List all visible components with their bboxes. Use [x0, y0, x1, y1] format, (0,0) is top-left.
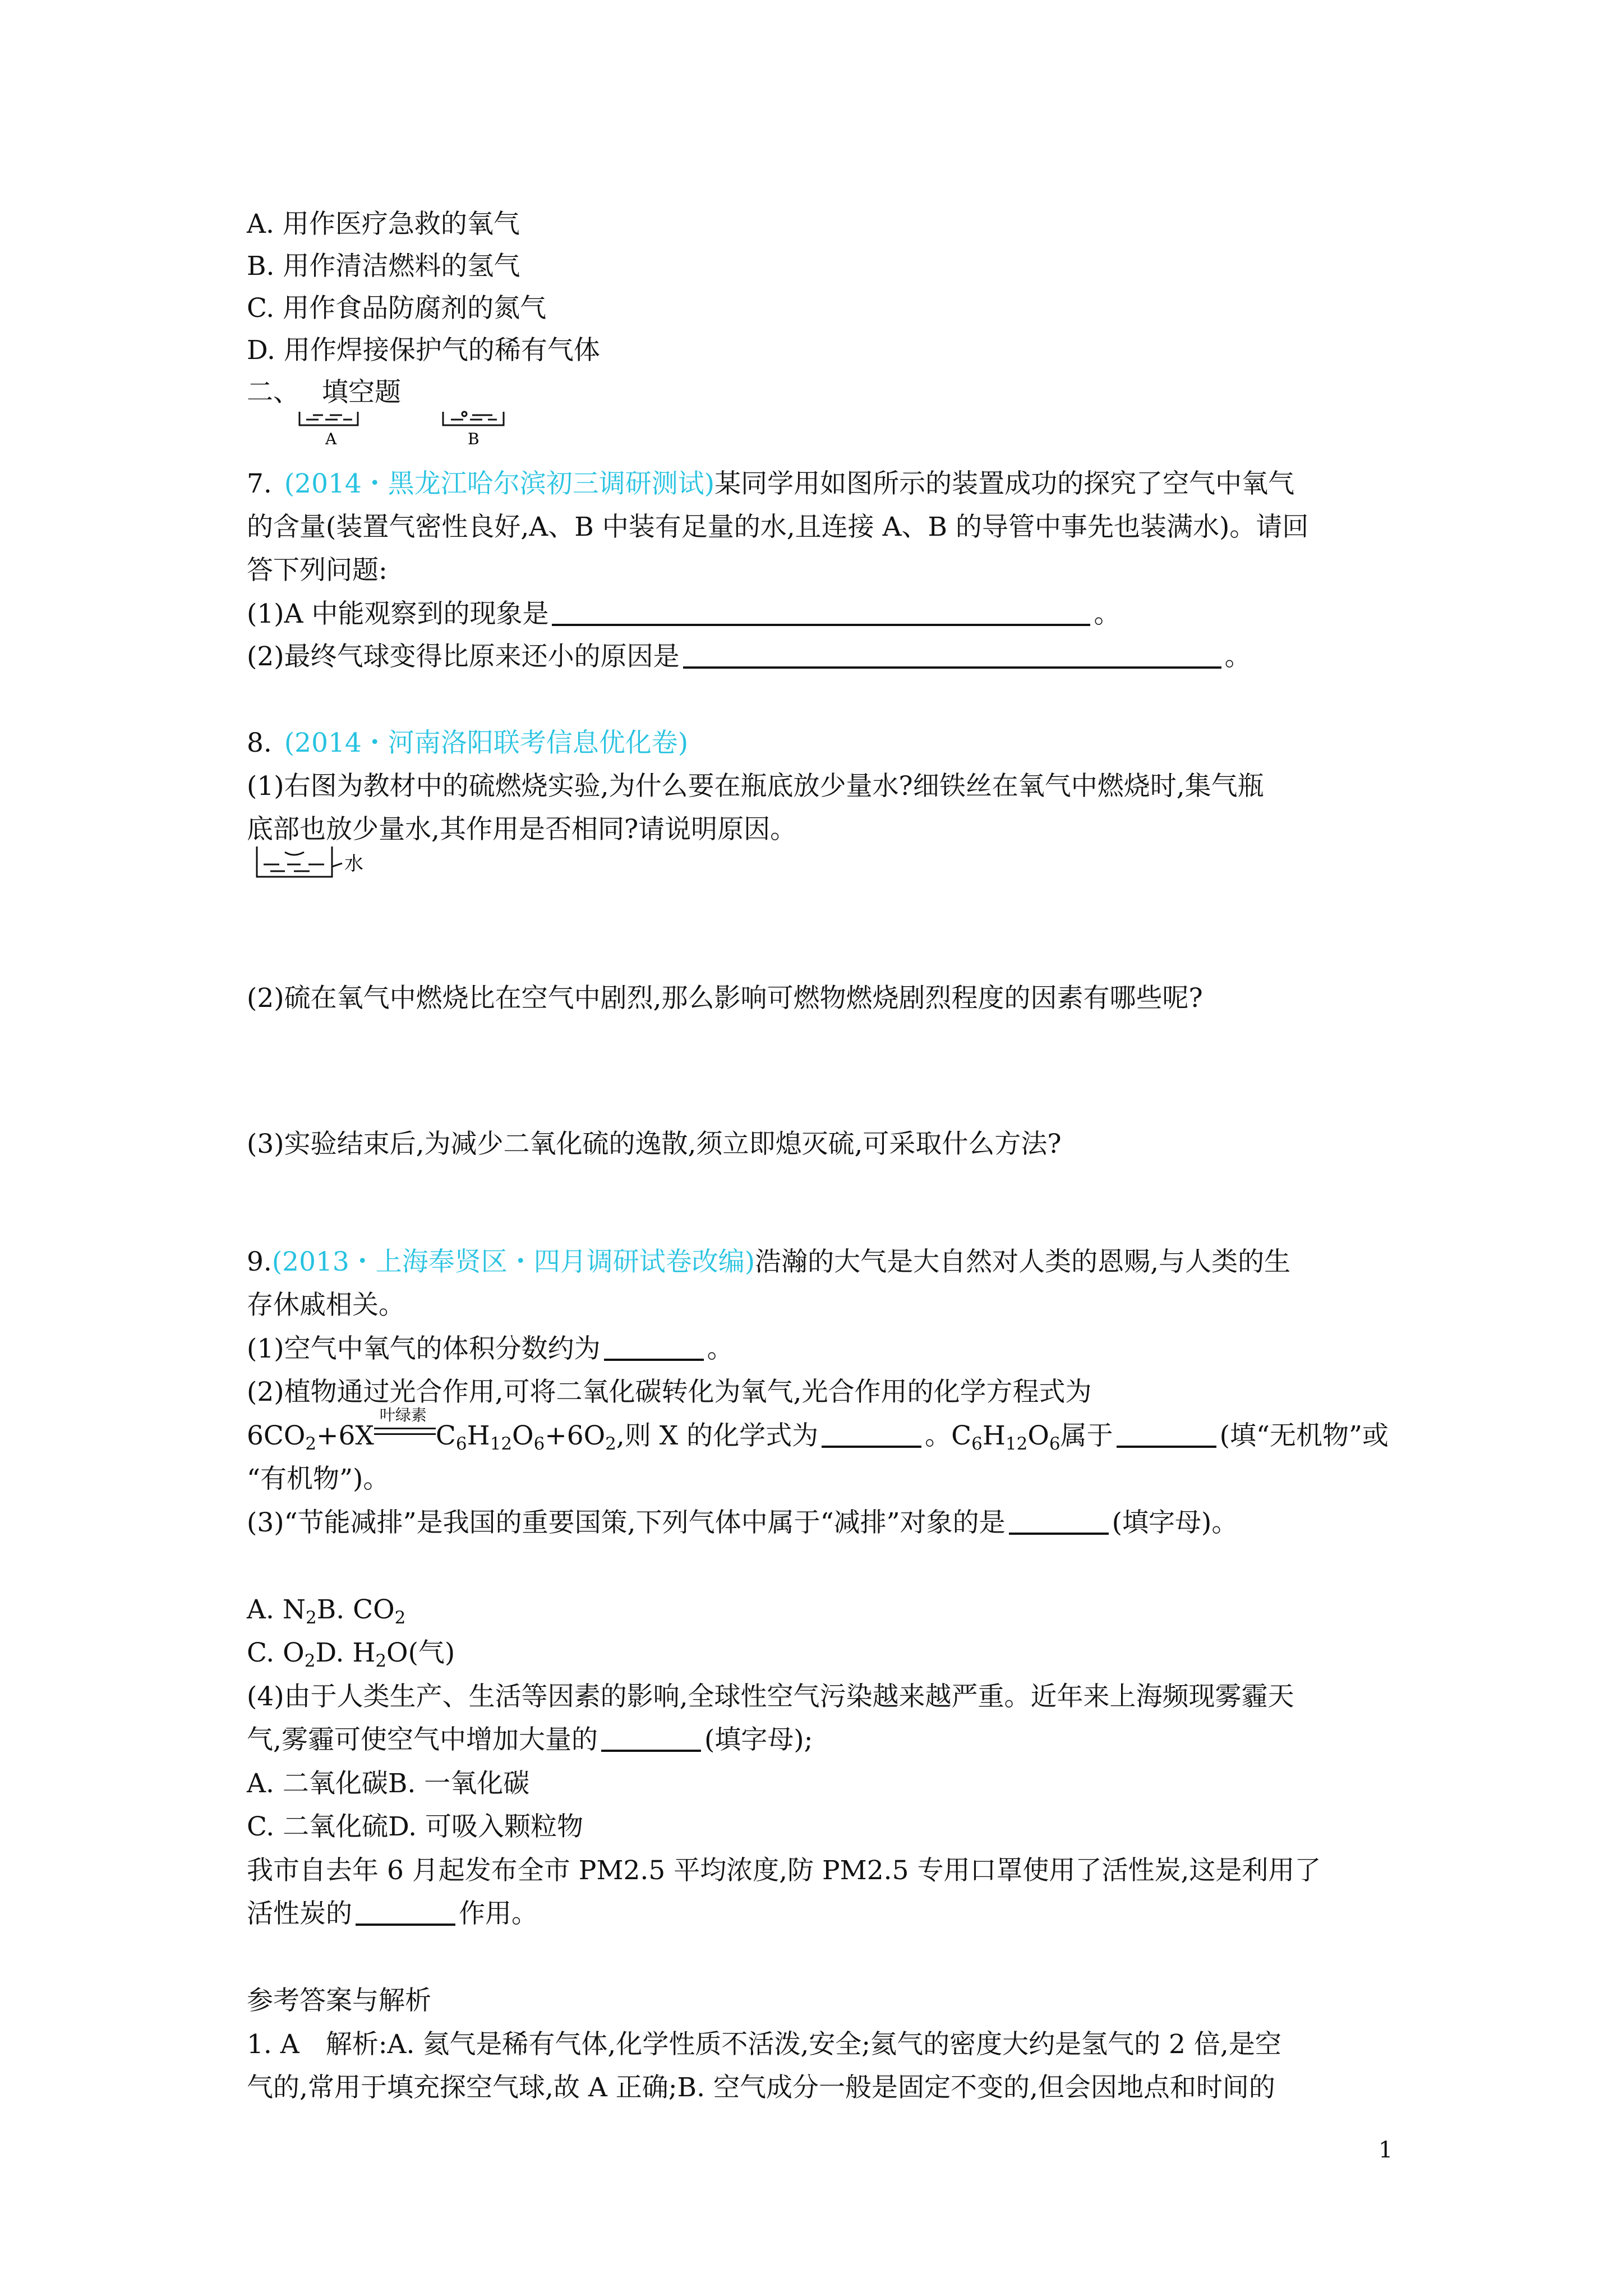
answer-blank[interactable] [683, 666, 1221, 669]
q9-source: (2013・上海奉贤区・四月调研试卷改编) [271, 1246, 755, 1277]
q9-part4-options-cd: C. 二氧化硫D. 可吸入颗粒物 [247, 1811, 584, 1842]
label-a: A [325, 430, 337, 448]
answer-blank[interactable] [1009, 1533, 1109, 1535]
bottle-bottom-shape [257, 846, 342, 877]
option-c-text: C. O [247, 1637, 305, 1668]
q9-part5-text: 活性炭的 [247, 1898, 352, 1929]
q7-part2-end: 。 [1224, 641, 1251, 672]
eq-subscript: 2 [305, 1434, 317, 1454]
q8-number: 8. [247, 728, 272, 758]
eq-subscript: 2 [605, 1434, 616, 1454]
q9-part4-line1: (4)由于人类生产、生活等因素的影响,全球性空气污染越来越严重。近年来上海频现雾霾天 [247, 1681, 1294, 1712]
glucose-h: H [982, 1420, 1006, 1451]
q7-stem-line2: 的含量(装置气密性良好,A、B 中装有足量的水,且连接 A、B 的导管中事先也装满水)。请回 [247, 512, 1309, 542]
eq-belongs-to: 属于 [1060, 1420, 1113, 1451]
page-number: 1 [1378, 2137, 1393, 2163]
q8-part1-line1: (1)右图为教材中的硫燃烧实验,为什么要在瓶底放少量水?细铁丝在氧气中燃烧时,集气瓶 [247, 771, 1264, 802]
answer-blank[interactable] [601, 1750, 701, 1752]
q9-part3-text: (3)“节能减排”是我国的重要国策,下列气体中属于“减排”对象的是 [247, 1507, 1006, 1538]
q9-part4-line2 [247, 1723, 813, 1757]
answer-blank[interactable] [604, 1359, 704, 1361]
eq-subscript: 6 [455, 1434, 467, 1454]
eq-product-o2: +6O [545, 1420, 606, 1451]
option-d-text: D. H [315, 1637, 376, 1668]
q7-stem-line3: 答下列问题: [247, 555, 388, 586]
section-title: 填空题 [322, 377, 401, 408]
q9-options-cd [247, 1636, 455, 1670]
q9-equation-line2: “有机物”)。 [247, 1464, 390, 1494]
q9-part2: (2)植物通过光合作用,可将二氧化碳转化为氧气,光合作用的化学方程式为 [247, 1377, 1092, 1407]
q9-number: 9. [247, 1246, 272, 1277]
section-heading [247, 376, 401, 409]
q9-equation-line [247, 1406, 1389, 1454]
q7-stem-line1 [247, 467, 1294, 501]
eq-reactant-x: +6X [316, 1420, 374, 1451]
q9-stem-text: 浩瀚的大气是大自然对人类的恩赐,与人类的生 [755, 1246, 1291, 1277]
q9-stem-line1 [247, 1245, 1290, 1279]
glucose-c: C [951, 1420, 972, 1451]
label-b: B [468, 430, 479, 448]
q9-part4-options-ab: A. 二氧化碳B. 一氧化碳 [247, 1768, 530, 1799]
q8-part3: (3)实验结束后,为减少二氧化硫的逸散,须立即熄灭硫,可采取什么方法? [247, 1129, 1062, 1159]
eq-product-h: H [467, 1420, 490, 1451]
q7-source: (2014・黑龙江哈尔滨初三调研测试) [284, 468, 715, 499]
q7-part1-text: (1)A 中能观察到的现象是 [247, 599, 549, 629]
water-label: 水 [344, 853, 363, 875]
answer-blank[interactable] [1117, 1446, 1216, 1448]
eq-period: 。 [925, 1420, 952, 1451]
q9-part3-tail: (填字母)。 [1112, 1507, 1238, 1538]
eq-subscript: 12 [1005, 1434, 1028, 1454]
q7-stem-text: 某同学用如图所示的装置成功的探究了空气中氧气 [714, 468, 1295, 499]
reaction-condition [374, 1406, 436, 1442]
q7-part1-end: 。 [1094, 599, 1121, 629]
q9-part1 [247, 1332, 734, 1366]
answer-blank[interactable] [822, 1446, 921, 1448]
option-b-text: B. CO [316, 1594, 395, 1625]
q9-part3 [247, 1506, 1238, 1540]
option-c: C. 用作食品防腐剂的氮气 [247, 293, 547, 324]
reaction-condition-text: 叶绿素 [379, 1406, 427, 1424]
q7-part2-text: (2)最终气球变得比原来还小的原因是 [247, 641, 680, 672]
answer-line2: 气的,常用于填充探空气球,故 A 正确;B. 空气成分一般是固定不变的,但会因地点和时间的 [247, 2072, 1275, 2103]
eq-subscript: 2 [304, 1651, 316, 1671]
eq-subscript: 2 [375, 1651, 387, 1671]
q9-part5-line2 [247, 1897, 538, 1931]
answer-blank[interactable] [356, 1924, 455, 1926]
q9-part4-text: 气,雾霾可使空气中增加大量的 [247, 1724, 598, 1755]
beaker-b-shape [443, 412, 504, 425]
water-bottle-figure [253, 844, 377, 884]
q8-heading [247, 726, 688, 760]
q7-number: 7. [247, 468, 272, 499]
eq-tail: (填“无机物”或 [1219, 1420, 1389, 1451]
q9-part1-end: 。 [707, 1333, 734, 1364]
q9-part5-tail: 作用。 [459, 1898, 538, 1929]
eq-subscript: 12 [490, 1434, 513, 1454]
option-d-tail: O(气) [386, 1637, 455, 1668]
q8-part1-line2: 底部也放少量水,其作用是否相同?请说明原因。 [247, 814, 797, 845]
q9-part1-text: (1)空气中氧气的体积分数约为 [247, 1333, 601, 1364]
option-a-text: A. N [247, 1594, 306, 1625]
q8-source: (2014・河南洛阳联考信息优化卷) [284, 728, 689, 758]
apparatus-figure [296, 408, 526, 448]
glucose-o: O [1027, 1420, 1049, 1451]
q9-part5-line1: 我市自去年 6 月起发布全市 PM2.5 平均浓度,防 PM2.5 专用口罩使用了活性炭,这是利用了 [247, 1855, 1321, 1886]
option-a: A. 用作医疗急救的氧气 [247, 209, 520, 240]
eq-subscript: 6 [1049, 1434, 1061, 1454]
q9-options-ab [247, 1593, 405, 1627]
option-b: B. 用作清洁燃料的氢气 [247, 251, 520, 282]
eq-product-o: O [512, 1420, 534, 1451]
option-d: D. 用作焊接保护气的稀有气体 [247, 335, 600, 366]
eq-question: ,则 X 的化学式为 [616, 1420, 819, 1451]
eq-product: C [435, 1420, 456, 1451]
section-number: 二、 [247, 377, 299, 408]
q8-part2: (2)硫在氧气中燃烧比在空气中剧烈,那么影响可燃物燃烧剧烈程度的因素有哪些呢? [247, 983, 1203, 1014]
answer-blank[interactable] [552, 624, 1090, 626]
eq-subscript: 2 [394, 1608, 406, 1628]
eq-subscript: 6 [971, 1434, 983, 1454]
q9-part4-tail: (填字母); [704, 1724, 813, 1755]
q7-part1 [247, 597, 1120, 631]
eq-reactant: 6CO [247, 1420, 306, 1451]
eq-subscript: 2 [305, 1608, 317, 1628]
answers-title: 参考答案与解析 [247, 1985, 431, 2016]
q7-part2 [247, 640, 1251, 674]
beaker-a-shape [299, 412, 358, 425]
eq-subscript: 6 [533, 1434, 545, 1454]
q9-stem-line2: 存休戚相关。 [247, 1290, 405, 1320]
answer-line1: 1. A 解析:A. 氦气是稀有气体,化学性质不活泼,安全;氦气的密度大约是氢气的 2 倍,是空 [247, 2029, 1281, 2060]
